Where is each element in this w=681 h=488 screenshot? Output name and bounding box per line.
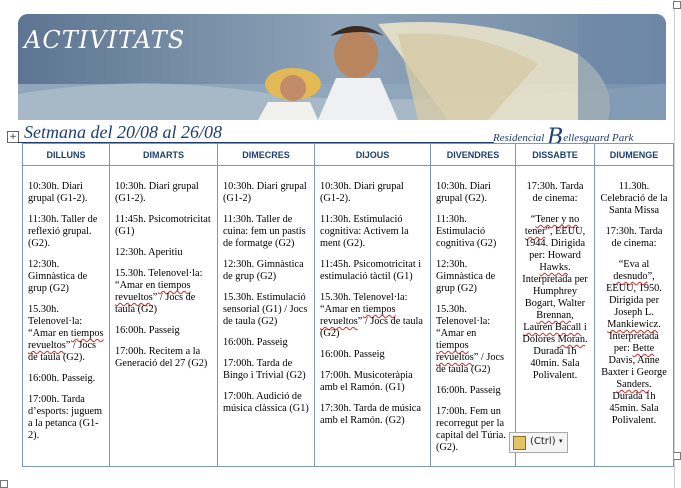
activity-item: 11:30h. Taller de cuina: fem un pastís de formatge (G2): [223, 214, 306, 249]
activity-item: 12:30h. Gimnàstica de grup (G2): [436, 259, 496, 294]
activity-item: 17:00h. Audició de música clàssica (G1): [223, 391, 309, 414]
day-header-dimecres: DIMECRES: [218, 144, 315, 166]
activity-item: 12:30h. Gimnàstica de grup (G2): [28, 259, 88, 294]
activity-item: 10:30h. Diari grupal (G1-2): [223, 181, 307, 204]
page-right-edge: [674, 0, 675, 488]
day-header-dilluns: DILLUNS: [23, 144, 110, 166]
activity-item: 10:30h. Diari grupal (G2).: [436, 181, 491, 204]
day-cell-divendres[interactable]: [431, 166, 516, 467]
paste-options-label: (Ctrl): [530, 436, 556, 447]
activity-item: 15.30h. Telenovel·la: “Amar en tiempos revueltos” / Jocs de taula (G2): [115, 268, 203, 315]
banner-image: [18, 14, 666, 120]
activity-item: 12:30h. Aperitiu: [115, 247, 183, 258]
logo-initial: B: [547, 125, 564, 150]
activity-item: 17:00h. Tarda d’esports: juguem a la petanca (G1-2).: [28, 394, 103, 441]
activity-item: “Tener y no tener”, EEUU, 1944. Dirigida per: Howard Hawks. Interpretada per Humphrey Bogart, Walter Brennan, Lauren Bacall i Dolores Moran. Durada 1h 40min. Sala Polivalent.: [522, 214, 588, 381]
logo-prefix: Residencial: [493, 132, 548, 144]
paste-options-button[interactable]: [509, 432, 568, 453]
activity-item: 15.30h. Telenovel·la: “Amar en tiempos revueltos” / Jocs de taula (G2): [320, 292, 423, 339]
activity-item: 10:30h. Diari grupal (G1-2).: [320, 181, 404, 204]
clipboard-icon: [513, 436, 526, 450]
residence-logo: [493, 120, 672, 150]
day-cell-dilluns[interactable]: [23, 166, 110, 467]
activity-item: 15.30h. Telenovel·la: “Amar en tiempos revueltos” / Jocs de taula (G2): [436, 304, 505, 375]
week-title: Setmana del 20/08 al 26/08: [24, 122, 222, 142]
resize-handle-bottom-right[interactable]: [673, 452, 681, 460]
activity-item: 11:30h. Taller de reflexió grupal. (G2).: [28, 214, 98, 249]
activity-item: 15.30h. Estimulació sensorial (G1) / Jocs de taula (G2): [223, 292, 308, 327]
day-header-dijous: DIJOUS: [315, 144, 431, 166]
activity-item: 16:00h. Passeig: [223, 337, 288, 348]
banner-title: ACTIVITATS: [24, 26, 186, 54]
day-header-dimarts: DIMARTS: [110, 144, 218, 166]
activity-item: 12:30h. Gimnàstica de grup (G2): [223, 259, 304, 282]
activity-item: 17:00h. Musicoteràpia amb el Ramón. (G1): [320, 370, 413, 393]
day-cell-dimarts[interactable]: [110, 166, 218, 467]
activity-item: 15.30h. Telenovel·la: “Amar en tiempos revueltos” / Jocs de taula (G2).: [28, 304, 104, 363]
table-move-handle[interactable]: +: [7, 131, 19, 143]
activity-item: 11:45h. Psicomotricitat i estimulació tàctil (G1): [320, 259, 422, 282]
activity-item: 17:00h. Fem un recorregut per la capital del Túria. (G2).: [436, 406, 506, 453]
resize-handle-top-right[interactable]: [673, 1, 681, 9]
activity-item: 16:00h. Passeig: [115, 325, 180, 336]
resize-handle-bottom-left[interactable]: [0, 480, 8, 488]
activity-item: 17:00h. Recitem a la Generació del 27 (G2): [115, 346, 208, 369]
activity-item: 10:30h. Diari grupal (G1-2).: [115, 181, 199, 204]
activity-item: 17:30h. Tarda de música amb el Ramón. (G2): [320, 403, 421, 426]
weekly-schedule-table: [22, 143, 674, 467]
day-cell-diumenge[interactable]: [595, 166, 674, 467]
activity-item: 11:30h. Estimulació cognitiva: Activem la ment (G2).: [320, 214, 409, 249]
activity-item: “Eva al desnudo”, EEUU, 1950. Dirigida per Joseph L. Mankiewicz. Interpretada per: Bette Davis, Anne Baxter i George Sanders. Durada 1h 45min. Sala Polivalent.: [601, 259, 667, 426]
activity-item: 11:45h. Psicomotricitat (G1): [115, 214, 211, 237]
activity-item: 10:30h. Diari grupal (G1-2).: [28, 181, 88, 204]
activity-item: 11:30h. Estimulació cognitiva (G2): [436, 214, 497, 249]
activity-item: 17:30h. Tarda de cinema:: [526, 181, 584, 204]
day-header-diumenge: DIUMENGE: [595, 144, 674, 166]
day-header-dissabte: DISSABTE: [516, 144, 595, 166]
chevron-down-icon: ▾: [559, 437, 563, 445]
activity-item: 17:30h. Tarda de cinema:: [605, 226, 663, 249]
day-header-divendres: DIVENDRES: [431, 144, 516, 166]
activity-item: 17:00h. Tarda de Bingo i Trivial (G2): [223, 358, 306, 381]
day-cell-dimecres[interactable]: [218, 166, 315, 467]
activity-item: 16:00h. Passeig.: [28, 373, 96, 384]
activity-item: 16:00h. Passeig: [436, 385, 501, 396]
day-cell-dijous[interactable]: [315, 166, 431, 467]
activity-item: 11.30h. Celebració de la Santa Missa: [600, 181, 668, 216]
logo-name: ellesguard Park: [563, 132, 634, 144]
day-cell-dissabte[interactable]: [516, 166, 595, 467]
activity-item: 16:00h. Passeig: [320, 349, 385, 360]
